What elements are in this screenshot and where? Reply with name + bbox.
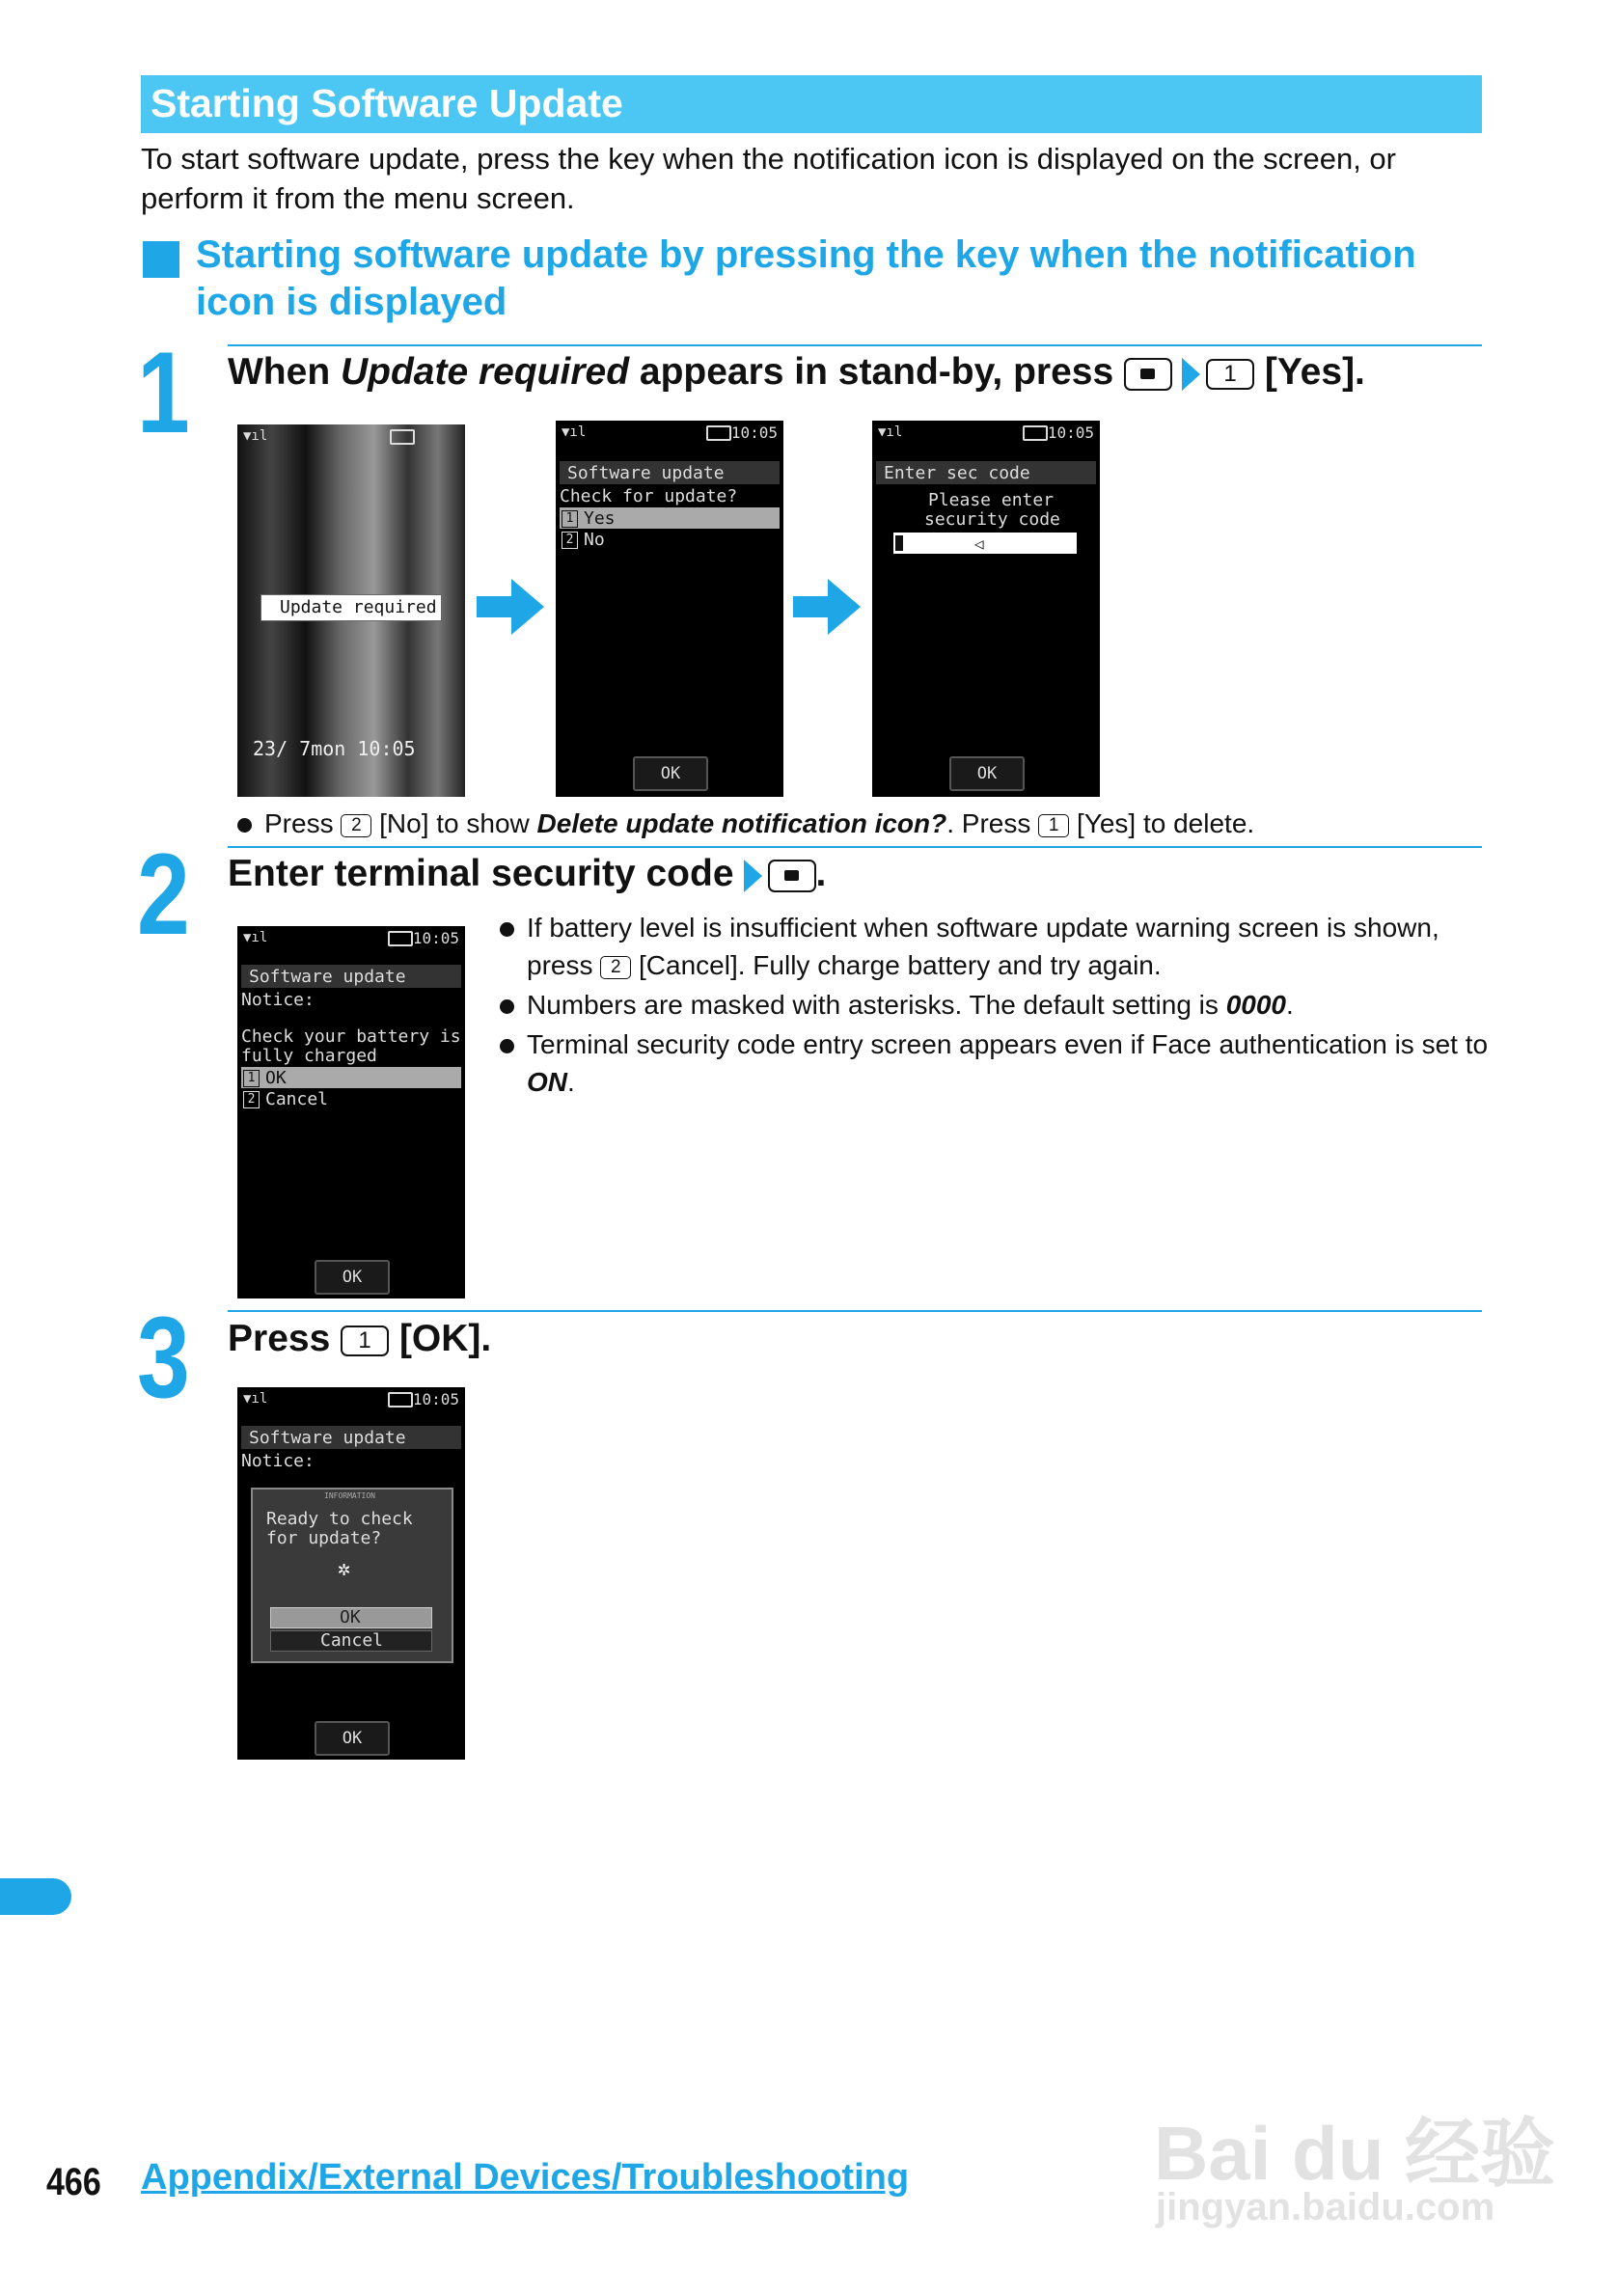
option-ok[interactable]: 1 OK: [243, 1068, 287, 1088]
watermark-url: jingyan.baidu.com: [1156, 2186, 1495, 2228]
notice-label: Notice:: [241, 1451, 315, 1471]
step1-note: Press 2 [No] to show Delete update notification icon?. Press 1 [Yes] to delete.: [235, 805, 1254, 842]
step2-rule: [228, 846, 1482, 848]
ok-softkey[interactable]: OK: [633, 756, 708, 791]
info-dialog: [251, 1488, 453, 1663]
intro-text: To start software update, press the key when the notification icon is displayed on the screen, or perform it from the menu screen.: [141, 142, 1397, 215]
clock: 10:05: [1047, 424, 1094, 442]
subsection-marker: [143, 241, 179, 278]
arrow-right-icon: [477, 579, 544, 635]
screen-header: Enter sec code: [884, 463, 1030, 483]
signal-icon: ▼ıl: [243, 428, 268, 444]
option-yes[interactable]: 1 Yes: [562, 508, 616, 529]
clock: 10:05: [730, 424, 778, 442]
dialog-line2: for update?: [266, 1528, 382, 1548]
section-title: Starting Software Update: [151, 81, 623, 125]
section-title-bar: [141, 75, 1482, 133]
step2-number: 2: [137, 830, 187, 959]
standby-date: 23/ 7mon 10:05: [253, 737, 416, 760]
dialog-title: INFORMATION: [324, 1491, 375, 1500]
screen-header: Software update: [249, 967, 406, 987]
notice-line1: Check your battery is: [241, 1026, 461, 1047]
battery-icon: [388, 1392, 413, 1408]
chapter-tab: [0, 1878, 71, 1915]
loading-spinner-icon: ✲: [338, 1557, 351, 1581]
prompt-line1: Please enter: [928, 490, 1055, 510]
dialog-line1: Ready to check: [266, 1509, 413, 1529]
screen-check-update: [556, 421, 783, 797]
option-cancel[interactable]: 2 Cancel: [243, 1089, 328, 1109]
step1-title: When Update required appears in stand-by, press 1 [Yes].: [228, 351, 1365, 393]
step2-title: Enter terminal security code .: [228, 853, 827, 894]
ok-softkey[interactable]: OK: [315, 1260, 390, 1295]
key-1: 1: [341, 1326, 389, 1356]
option-no[interactable]: 2 No: [562, 530, 605, 550]
clock: 10:05: [412, 1390, 459, 1408]
battery-icon: [390, 429, 415, 445]
page-number: 466: [46, 2161, 101, 2203]
dialog-ok-button[interactable]: OK: [340, 1607, 361, 1627]
step1-rule: [228, 344, 1482, 346]
screen-header: Software update: [567, 463, 725, 483]
center-key-icon: [768, 860, 816, 892]
signal-icon: ▼ıl: [243, 1391, 268, 1407]
screen-header: Software update: [249, 1428, 406, 1448]
center-key-icon: [1124, 358, 1172, 391]
step3-title: Press 1 [OK].: [228, 1318, 492, 1359]
screen-ready-check: [237, 1387, 465, 1760]
watermark-brand: Bai du 经验: [1154, 2111, 1556, 2196]
step3-rule: [228, 1310, 1482, 1312]
security-code-input[interactable]: ◁: [893, 533, 1077, 554]
ok-softkey[interactable]: OK: [949, 756, 1025, 791]
key-1: 1: [1206, 359, 1254, 390]
prompt-line2: security code: [924, 509, 1060, 530]
subsection-title: Starting software update by pressing the key when the notification icon is displayed: [196, 233, 1416, 323]
screen-question: Check for update?: [560, 486, 738, 506]
screen-enter-sec-code: [872, 421, 1100, 797]
step2-bullets: If battery level is insufficient when software update warning screen is shown, press 2 [Cancel]. Fully charge battery and try again. Numbers are masked with asterisks. The default setting is 0000. Terminal security code entry screen appears even if Face authentication is set to ON.: [498, 909, 1492, 1101]
arrow-right-icon: [793, 579, 861, 635]
signal-icon: ▼ıl: [243, 930, 268, 945]
update-required-label: Update required: [280, 597, 437, 617]
ok-softkey[interactable]: OK: [315, 1721, 390, 1756]
step1-number: 1: [137, 328, 187, 457]
battery-icon: [1023, 425, 1048, 441]
notice-label: Notice:: [241, 990, 315, 1010]
notice-line2: fully charged: [241, 1046, 377, 1066]
chapter-link[interactable]: Appendix/External Devices/Troubleshooting: [141, 2157, 910, 2198]
battery-icon: [388, 931, 413, 946]
step3-number: 3: [137, 1293, 187, 1422]
arrow-right-icon: [744, 860, 762, 892]
arrow-right-icon: [1182, 358, 1200, 391]
battery-icon: [706, 425, 731, 441]
dialog-cancel-button[interactable]: Cancel: [320, 1630, 384, 1651]
clock: 10:05: [412, 929, 459, 947]
signal-icon: ▼ıl: [878, 424, 903, 440]
screen-battery-notice: [237, 926, 465, 1298]
screen-standby: [237, 424, 465, 797]
signal-icon: ▼ıl: [562, 424, 587, 440]
